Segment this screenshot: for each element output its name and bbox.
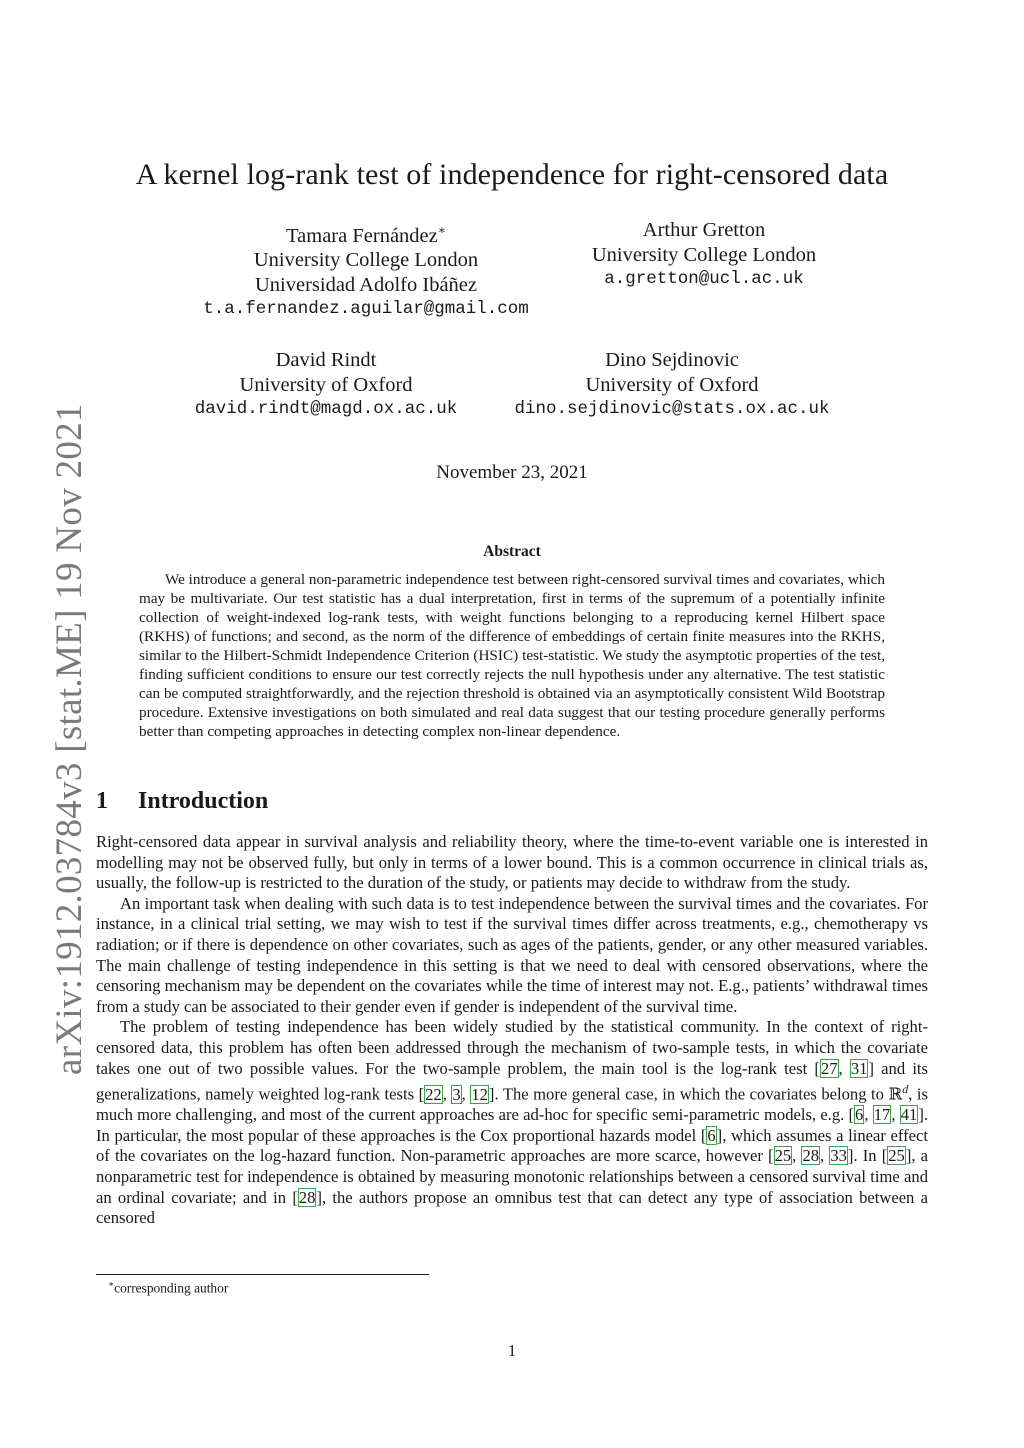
section-number: 1: [96, 788, 108, 814]
text-run: , is much more challenging, and most of the current approaches are ad-hoc for specific semi-parametric models, e.g.: [96, 1084, 928, 1125]
citation-link[interactable]: 3: [452, 1084, 461, 1104]
author-block-2: [554, 218, 854, 292]
author-affiliation: University College London: [591, 243, 817, 266]
section-heading: [96, 788, 268, 815]
author-affiliation: Universidad Adolfo Ibáñez: [254, 273, 478, 296]
text-run: , the authors propose an omnibus test that can detect any type of association between a censored: [96, 1187, 928, 1228]
text-run: . The more general case, in which the covariates belong to: [494, 1084, 889, 1104]
arxiv-stamp: arXiv:1912.03784v3 [stat.ME] 19 Nov 2021: [49, 403, 90, 1075]
text-run: ,: [864, 1105, 873, 1125]
text-run: ,: [442, 1084, 452, 1104]
author-mark: ∗: [437, 223, 446, 237]
paragraph-2: An important task when dealing with such data is to test independence between the survival times and the covariates. For instance, in a clinical trial setting, we may wish to test if the survival times differ across treatments, e.g., chemotherapy vs radiation; or if there is dependence on other covariates, such as ages of the patients, gender, or any other measured variables. The main challenge of testing independence in this setting is that we need to deal with censored observations, where the censoring mechanism may be dependent on the covariates while the time of interest may not. E.g., patients’ withdrawal times from a study can be associated to their gender even if gender is independent of the survival time.: [96, 893, 928, 1016]
citation-link[interactable]: 25: [888, 1146, 905, 1166]
text-run: and its generalizations, namely weighted log-rank tests: [96, 1058, 929, 1104]
author-affiliation: University of Oxford: [585, 373, 759, 396]
citation-link[interactable]: 17: [873, 1105, 891, 1125]
citation-link[interactable]: 31: [850, 1058, 868, 1078]
citation-link[interactable]: 28: [802, 1146, 820, 1166]
text-run: ,: [891, 1105, 900, 1125]
footnote-mark: ∗: [108, 1279, 115, 1289]
author-name: Arthur Gretton: [642, 219, 766, 241]
paper-title: A kernel log-rank test of independence for right-censored data: [135, 158, 889, 191]
footnote: [108, 1279, 228, 1296]
author-name: Dino Sejdinovic: [605, 349, 739, 371]
author-name: David Rindt: [275, 349, 377, 371]
citation-link[interactable]: 6: [855, 1105, 864, 1125]
citation-link[interactable]: 28: [298, 1187, 316, 1207]
author-affiliation: University College London: [253, 249, 479, 272]
citation-link[interactable]: 33: [830, 1146, 847, 1166]
publication-date: November 23, 2021: [436, 462, 588, 483]
author-block-3: [176, 348, 476, 422]
text-run: ,: [820, 1146, 830, 1166]
author-affiliation: University of Oxford: [239, 373, 413, 396]
text-run: , a nonparametric test for independence is obtained by measuring monotonic relationships between a censored survival time and an ordinal covariate; and in: [96, 1146, 928, 1207]
footnote-text: corresponding author: [114, 1280, 229, 1296]
paragraph-1: Right-censored data appear in survival analysis and reliability theory, where the time-to-event variable one is interested in modelling may not be observed fully, but only in terms of a lower bound. This is a common occurrence in clinical trials as, usually, the follow-up is restricted to the duration of the study, or patients may decide to withdraw from the study.: [96, 832, 928, 893]
text-run: . In: [853, 1146, 882, 1166]
author-email: t.a.fernandez.aguilar@gmail.com: [203, 299, 529, 320]
text-run: ,: [792, 1146, 802, 1166]
citation-link[interactable]: 41: [900, 1105, 918, 1125]
section-title: Introduction: [138, 788, 269, 814]
abstract-text: We introduce a general non-parametric independence test between right-censored survival times and covariates, which may be multivariate. Our test statistic has a dual interpretation, first in terms of the supremum of a potentially infinite collection of weight-indexed log-rank tests, with weight functions belonging to a reproducing kernel Hilbert space (RKHS) of functions; and second, as the norm of the difference of embeddings of certain finite measures into the RKHS, similar to the Hilbert-Schmidt Independence Criterion (HSIC) test-statistic. We study the asymptotic properties of the test, finding sufficient conditions to ensure our test correctly rejects the null hypothesis under any alternative. The test statistic can be computed straightforwardly, and the rejection threshold is obtained via an asymptotically consistent Wild Bootstrap procedure. Extensive investigations on both simulated and real data suggest that our testing procedure generally performs better than competing approaches in detecting complex non-linear dependence.: [139, 571, 885, 740]
text-run: , which assumes a linear effect of the covariates on the log-hazard function. Non-parametric approaches are more scarce, however: [96, 1125, 928, 1166]
citation-link[interactable]: 27: [820, 1058, 838, 1078]
citation-link[interactable]: 22: [425, 1084, 442, 1104]
author-email: david.rindt@magd.ox.ac.uk: [194, 399, 458, 419]
citation-link[interactable]: 25: [774, 1146, 792, 1166]
citation-link[interactable]: 12: [471, 1084, 488, 1104]
text-run: ,: [461, 1084, 471, 1104]
text-run: . In particular, the most popular of these approaches is the Cox proportional hazards model: [96, 1105, 928, 1145]
author-name: Tamara Fernández: [286, 224, 438, 247]
real-space-symbol: ℝ: [888, 1084, 903, 1104]
paragraph-3: The problem of testing independence has been widely studied by the statistical community. In the context of right-censored data, this problem has often been addressed through the mechanism of two-sample tests, in which the covariate takes one out of two possible values. For the two-sample problem, the main tool is the log-rank test [27, 31] and its generalizations, namely weighted log-rank tests [22, 3, 12]. The more general case, in which the covariates belong to ℝ$^d$, is much more challenging, and most of the current approaches are ad-hoc for specific semi-parametric models, e.g. [6, 17, 41]. In particular, the most popular of these approaches is the Cox proportional hazards model [6], which assumes a linear effect of the covariates on the log-hazard function. Non-parametric approaches are more scarce, however [25, 28, 33]. In [25], a nonparametric test for independence is obtained by measuring monotonic relationships between a censored survival time and an ordinal covariate; and in [28], the authors propose an omnibus test that can detect any type of association between a censored: [96, 1017, 929, 1228]
text-run: The problem of testing independence has been widely studied by the statistical community. In the context of right-censored data, this problem has often been addressed through the mechanism of two-sample tests, in which the covariate takes one out of two possible values. For the two-sample problem, the main tool is the log-rank test: [96, 1017, 928, 1078]
author-email: dino.sejdinovic@stats.ox.ac.uk: [514, 399, 830, 419]
citation-link[interactable]: 6: [707, 1125, 716, 1145]
author-block-1: [166, 218, 566, 322]
author-block-4: [502, 348, 842, 422]
page-number: 1: [507, 1341, 517, 1360]
dimension-superscript: d: [902, 1082, 909, 1097]
abstract-heading: Abstract: [483, 543, 541, 560]
author-email: a.gretton@ucl.ac.uk: [604, 269, 804, 289]
body-text: [96, 832, 928, 1229]
text-run: ,: [838, 1058, 850, 1078]
footnote-rule: [96, 1274, 429, 1275]
